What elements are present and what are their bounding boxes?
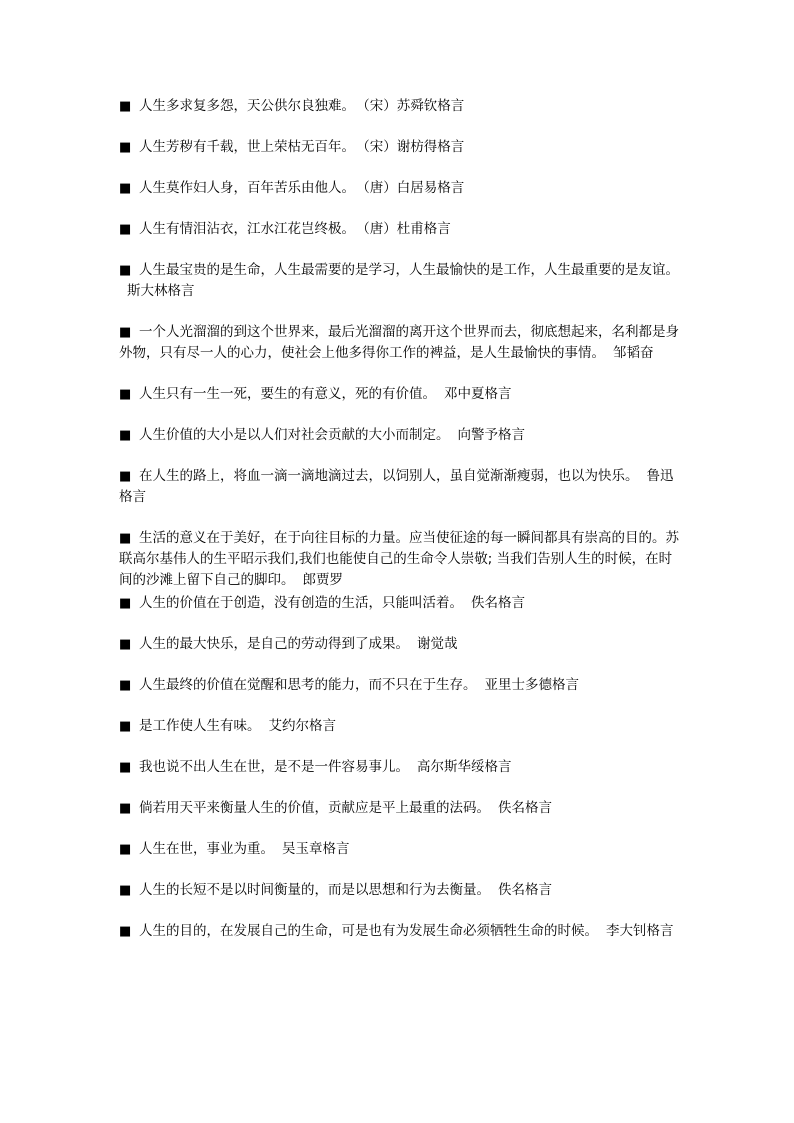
quote-item — [119, 634, 679, 655]
bullet-square-icon: ■ — [119, 469, 132, 484]
quote-text: 我也说不出人生在世，是不是一件容易事儿。 — [139, 759, 409, 775]
quote-author: 邓中夏格言 — [444, 386, 512, 402]
bullet-square-icon: ■ — [119, 428, 132, 443]
bullet-square-icon: ■ — [119, 596, 132, 611]
quote-text: 人生在世，事业为重。 — [139, 841, 274, 857]
quote-item — [119, 322, 679, 364]
bullet-square-icon: ■ — [119, 637, 132, 652]
quote-text: 一个人光溜溜的到这个世界来，最后光溜溜的离开这个世界而去，彻底想起来，名利都是身外物，只有尽一人的心力，使社会上他多得你工作的裨益，是人生最愉快的事情。 — [119, 324, 679, 361]
quote-author: 邹韬奋 — [613, 345, 654, 361]
quote-item — [119, 466, 679, 508]
quote-author: 亚里士多德格言 — [484, 677, 579, 693]
quote-text: 人生的目的，在发展自己的生命，可是也有为发展生命必须牺牲生命的时候。 — [139, 923, 598, 939]
quote-author: 佚名格言 — [498, 800, 552, 816]
quote-author: 佚名格言 — [471, 595, 525, 611]
quote-author: 谢觉哉 — [417, 636, 458, 652]
quote-text: 生活的意义在于美好，在于向往目标的力量。应当使征途的每一瞬间都具有崇高的目的。苏联高尔基伟人的生平昭示我们,我们也能使自己的生命令人崇敬; 当我们告别人生的时候，在时间的沙滩上留下自己的脚印。 — [119, 530, 679, 588]
bullet-square-icon: ■ — [119, 140, 132, 155]
bullet-square-icon: ■ — [119, 325, 132, 340]
quote-author: （宋）苏舜钦格言 — [363, 98, 465, 114]
quote-item — [119, 528, 679, 591]
quote-item — [119, 260, 679, 302]
quote-text: 在人生的路上，将血一滴一滴地滴过去，以饲别人，虽自觉渐渐瘦弱，也以为快乐。 — [139, 468, 639, 484]
bullet-square-icon: ■ — [119, 181, 132, 196]
quote-item — [119, 425, 679, 446]
quote-author: 斯大林格言 — [127, 283, 195, 299]
quote-item — [119, 716, 679, 737]
quote-author: （唐）杜甫格言 — [363, 221, 451, 237]
quote-item — [119, 798, 679, 819]
quote-text: 人生芳秽有千载，世上荣枯无百年。 — [139, 139, 355, 155]
bullet-square-icon: ■ — [119, 387, 132, 402]
quote-author: 向警予格言 — [457, 427, 525, 443]
quote-text: 人生最宝贵的是生命，人生最需要的是学习，人生最愉快的是工作，人生最重要的是友谊。 — [139, 262, 679, 278]
quote-author: 郎贾罗 — [302, 572, 343, 588]
quote-text: 倘若用天平来衡量人生的价值，贡献应是平上最重的法码。 — [139, 800, 490, 816]
quote-item — [119, 839, 679, 860]
bullet-square-icon: ■ — [119, 842, 132, 857]
quote-author: （宋）谢枋得格言 — [363, 139, 465, 155]
quote-text: 人生多求复多怨，天公供尔良独难。 — [139, 98, 355, 114]
quote-item — [119, 384, 679, 405]
bullet-square-icon: ■ — [119, 99, 132, 114]
quote-item — [119, 880, 679, 901]
quote-item — [119, 219, 679, 240]
quote-text: 人生有情泪沾衣，江水江花岂终极。 — [139, 221, 355, 237]
bullet-square-icon: ■ — [119, 924, 132, 939]
bullet-square-icon: ■ — [119, 760, 132, 775]
quote-item — [119, 757, 679, 778]
quote-author: 佚名格言 — [498, 882, 552, 898]
quote-text: 人生价值的大小是以人们对社会贡献的大小而制定。 — [139, 427, 450, 443]
quote-text: 人生的价值在于创造，没有创造的生活，只能叫活着。 — [139, 595, 463, 611]
quote-author: （唐）白居易格言 — [363, 180, 465, 196]
bullet-square-icon: ■ — [119, 883, 132, 898]
quote-item — [119, 921, 679, 942]
bullet-square-icon: ■ — [119, 801, 132, 816]
bullet-square-icon: ■ — [119, 263, 132, 278]
bullet-square-icon: ■ — [119, 719, 132, 734]
quote-author: 鲁迅格言 — [119, 468, 674, 505]
quote-text: 是工作使人生有味。 — [139, 718, 261, 734]
quote-item — [119, 593, 679, 614]
quote-text: 人生的长短不是以时间衡量的，而是以思想和行为去衡量。 — [139, 882, 490, 898]
bullet-square-icon: ■ — [119, 222, 132, 237]
quote-item — [119, 137, 679, 158]
quote-text: 人生最终的价值在觉醒和思考的能力，而不只在于生存。 — [139, 677, 477, 693]
bullet-square-icon: ■ — [119, 531, 132, 546]
quote-text: 人生的最大快乐，是自己的劳动得到了成果。 — [139, 636, 409, 652]
quote-author: 艾约尔格言 — [268, 718, 336, 734]
quote-item — [119, 96, 679, 117]
quote-item — [119, 675, 679, 696]
quote-author: 李大钊格言 — [606, 923, 674, 939]
quote-author: 吴玉章格言 — [282, 841, 350, 857]
bullet-square-icon: ■ — [119, 678, 132, 693]
quote-list — [119, 96, 679, 962]
quote-item — [119, 178, 679, 199]
quote-text: 人生莫作妇人身，百年苦乐由他人。 — [139, 180, 355, 196]
quote-text: 人生只有一生一死，要生的有意义，死的有价值。 — [139, 386, 436, 402]
quote-author: 高尔斯华绥格言 — [417, 759, 512, 775]
